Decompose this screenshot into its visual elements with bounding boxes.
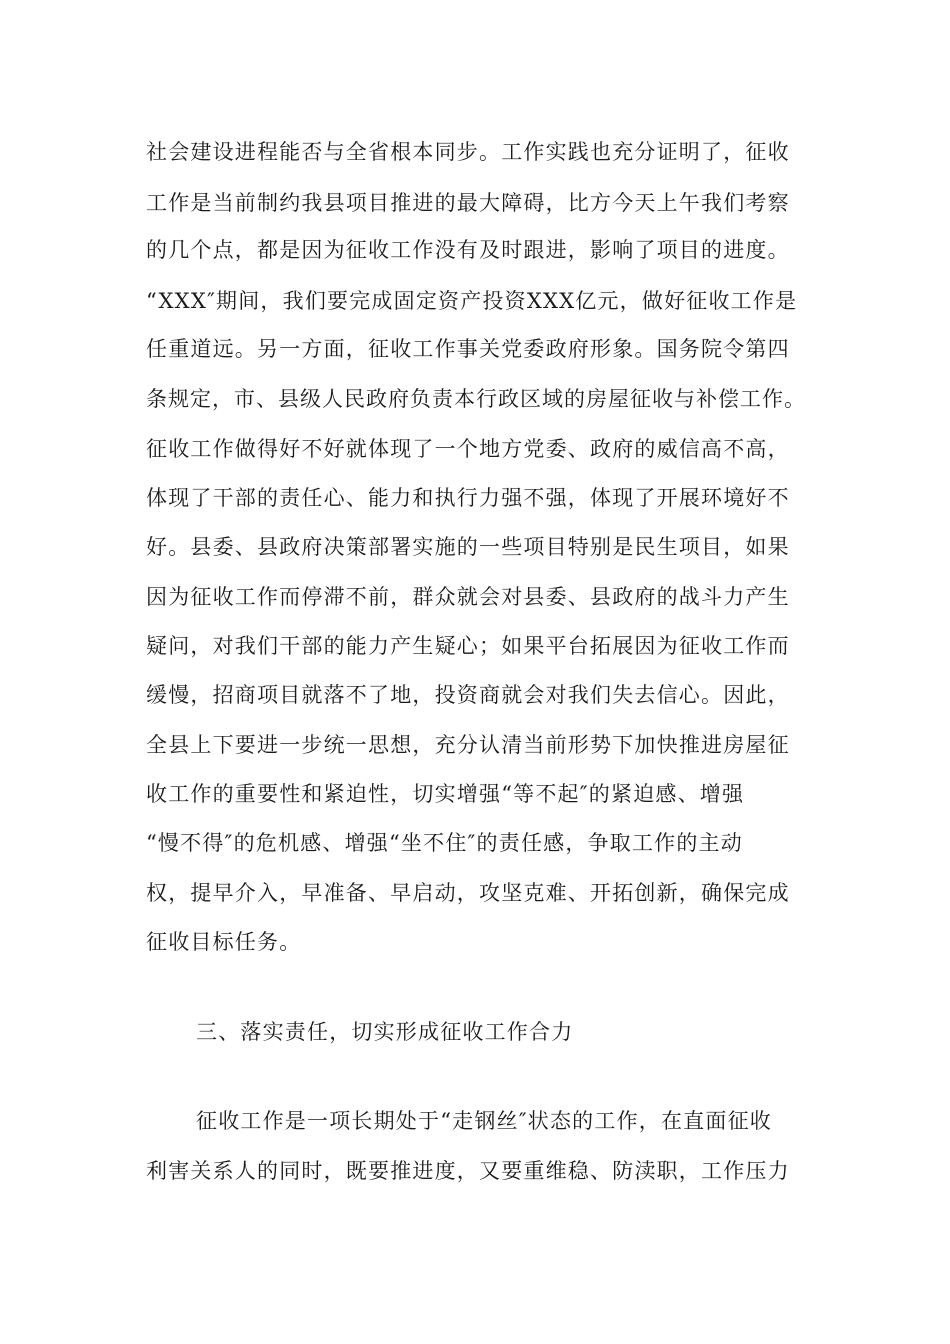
paragraph-line: “XXX″期间，我们要完成固定资产投资XXX亿元，做好征收工作是: [146, 289, 798, 313]
paragraph-line: 条规定，市、县级人民政府负责本行政区域的房屋征收与补偿工作。: [146, 387, 806, 411]
paragraph-line: 好。县委、县政府决策部署实施的一些项目特别是民生项目，如果: [146, 535, 790, 559]
section-heading: 三、落实责任，切实形成征收工作合力: [196, 1020, 574, 1044]
paragraph-line: 的几个点，都是因为征收工作没有及时跟进，影响了项目的进度。: [146, 238, 790, 262]
paragraph-line: 征收目标任务。: [146, 930, 302, 954]
paragraph-line: 社会建设进程能否与全省根本同步。工作实践也充分证明了，征收: [146, 140, 790, 164]
paragraph-line: 权，提早介入，早准备、早启动，攻坚克难、开拓创新，确保完成: [146, 881, 790, 905]
paragraph-line: 任重道远。另一方面，征收工作事关党委政府形象。国务院令第四: [146, 337, 790, 361]
paragraph-line: 全县上下要进一步统一思想，充分认清当前形势下加快推进房屋征: [146, 733, 790, 757]
paragraph-line: 征收工作是一项长期处于“走钢丝″状态的工作，在直面征收: [196, 1109, 772, 1133]
paragraph-line: 收工作的重要性和紧迫性，切实增强“等不起″的紧迫感、增强: [146, 782, 745, 806]
paragraph-line: 缓慢，招商项目就落不了地，投资商就会对我们失去信心。因此，: [146, 683, 790, 707]
paragraph-line: 体现了干部的责任心、能力和执行力强不强，体现了开展环境好不: [146, 486, 790, 510]
paragraph-line: “慢不得″的危机感、增强“坐不住″的责任感，争取工作的主动: [146, 831, 743, 855]
paragraph-line: 征收工作做得好不好就体现了一个地方党委、政府的威信高不高，: [146, 437, 790, 461]
paragraph-line: 工作是当前制约我县项目推进的最大障碍，比方今天上午我们考察: [146, 191, 790, 215]
paragraph-line: 利害关系人的同时，既要推进度，又要重维稳、防渎职，工作压力: [146, 1159, 790, 1183]
paragraph-line: 疑问，对我们干部的能力产生疑心；如果平台拓展因为征收工作而: [146, 634, 790, 658]
paragraph-line: 因为征收工作而停滞不前，群众就会对县委、县政府的战斗力产生: [146, 585, 790, 609]
